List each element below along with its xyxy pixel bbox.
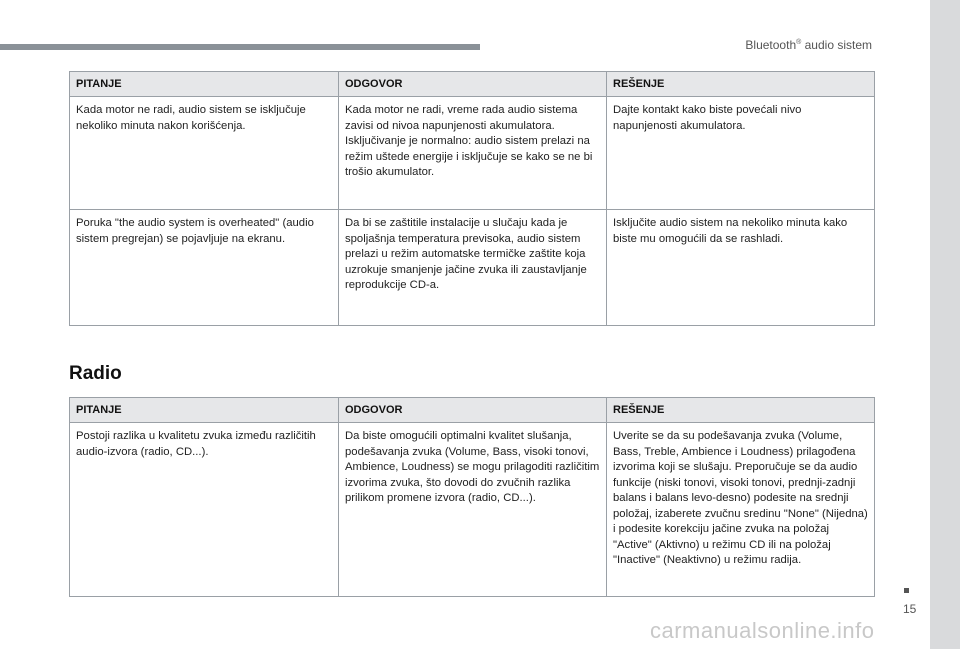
table-row <box>70 423 875 597</box>
page-header-title: Bluetooth® audio sistem <box>745 38 872 52</box>
column-header-answer: ODGOVOR <box>339 72 607 97</box>
troubleshooting-table-audio <box>69 71 875 326</box>
question-cell: Kada motor ne radi, audio sistem se isključuje nekoliko minuta nakon korišćenja. <box>70 97 339 210</box>
answer-cell: Da bi se zaštitile instalacije u slučaju kada je spoljašnja temperatura previsoka, audio sistem prelazi u režim automatske termičke zaštite koja uzrokuje smanjenje jačine zvuka ili zaustavljanje reprodukcije CD-a. <box>339 210 607 326</box>
answer-cell: Da biste omogućili optimalni kvalitet slušanja, podešavanja zvuka (Volume, Bass, visoki tonovi, Ambience, Loudness) se mogu prilagoditi različitim izvorima zvuka, što dovodi do zvučnih razlika prilikom promene izvora (radio, CD...). <box>339 423 607 597</box>
answer-cell: Kada motor ne radi, vreme rada audio sistema zavisi od nivoa napunjenosti akumulatora. Isključivanje je normalno: audio sistem prelazi na režim uštede energije i isključuje se kako se ne bi trošio akumulator. <box>339 97 607 210</box>
header-rule <box>0 44 480 50</box>
question-cell: Poruka "the audio system is overheated" (audio sistem pregrejan) se pojavljuje na ekranu. <box>70 210 339 326</box>
page-number: 15 <box>903 602 917 616</box>
section-title-radio: Radio <box>69 363 122 384</box>
solution-cell: Isključite audio sistem na nekoliko minuta kako biste mu omogućili da se rashladi. <box>607 210 875 326</box>
page-marker <box>904 588 909 593</box>
table-header-row <box>70 72 875 97</box>
solution-cell: Dajte kontakt kako biste povećali nivo napunjenosti akumulatora. <box>607 97 875 210</box>
table-header-row <box>70 398 875 423</box>
question-cell: Postoji razlika u kvalitetu zvuka između različitih audio-izvora (radio, CD...). <box>70 423 339 597</box>
table-row <box>70 97 875 210</box>
column-header-question: PITANJE <box>70 398 339 423</box>
column-header-solution: REŠENJE <box>607 398 875 423</box>
column-header-question: PITANJE <box>70 72 339 97</box>
solution-cell: Uverite se da su podešavanja zvuka (Volume, Bass, Treble, Ambience i Loudness) prilagođena izvorima koji se slušaju. Preporučuje se da audio funkcije (niski tonovi, visoki tonovi, prednji-zadnji balans i balans levo-desno) podesite na srednji položaj, izaberete zvučnu sredinu "None" (Nijedna) i podesite korekciju jačine zvuka na položaj "Active" (Aktivno) u režimu CD ili na položaj "Inactive" (Neaktivno) u režimu radija. <box>607 423 875 597</box>
side-strip <box>930 0 960 649</box>
column-header-answer: ODGOVOR <box>339 398 607 423</box>
watermark: carmanualsonline.info <box>650 618 875 643</box>
column-header-solution: REŠENJE <box>607 72 875 97</box>
troubleshooting-table-radio <box>69 397 875 597</box>
table-row <box>70 210 875 326</box>
